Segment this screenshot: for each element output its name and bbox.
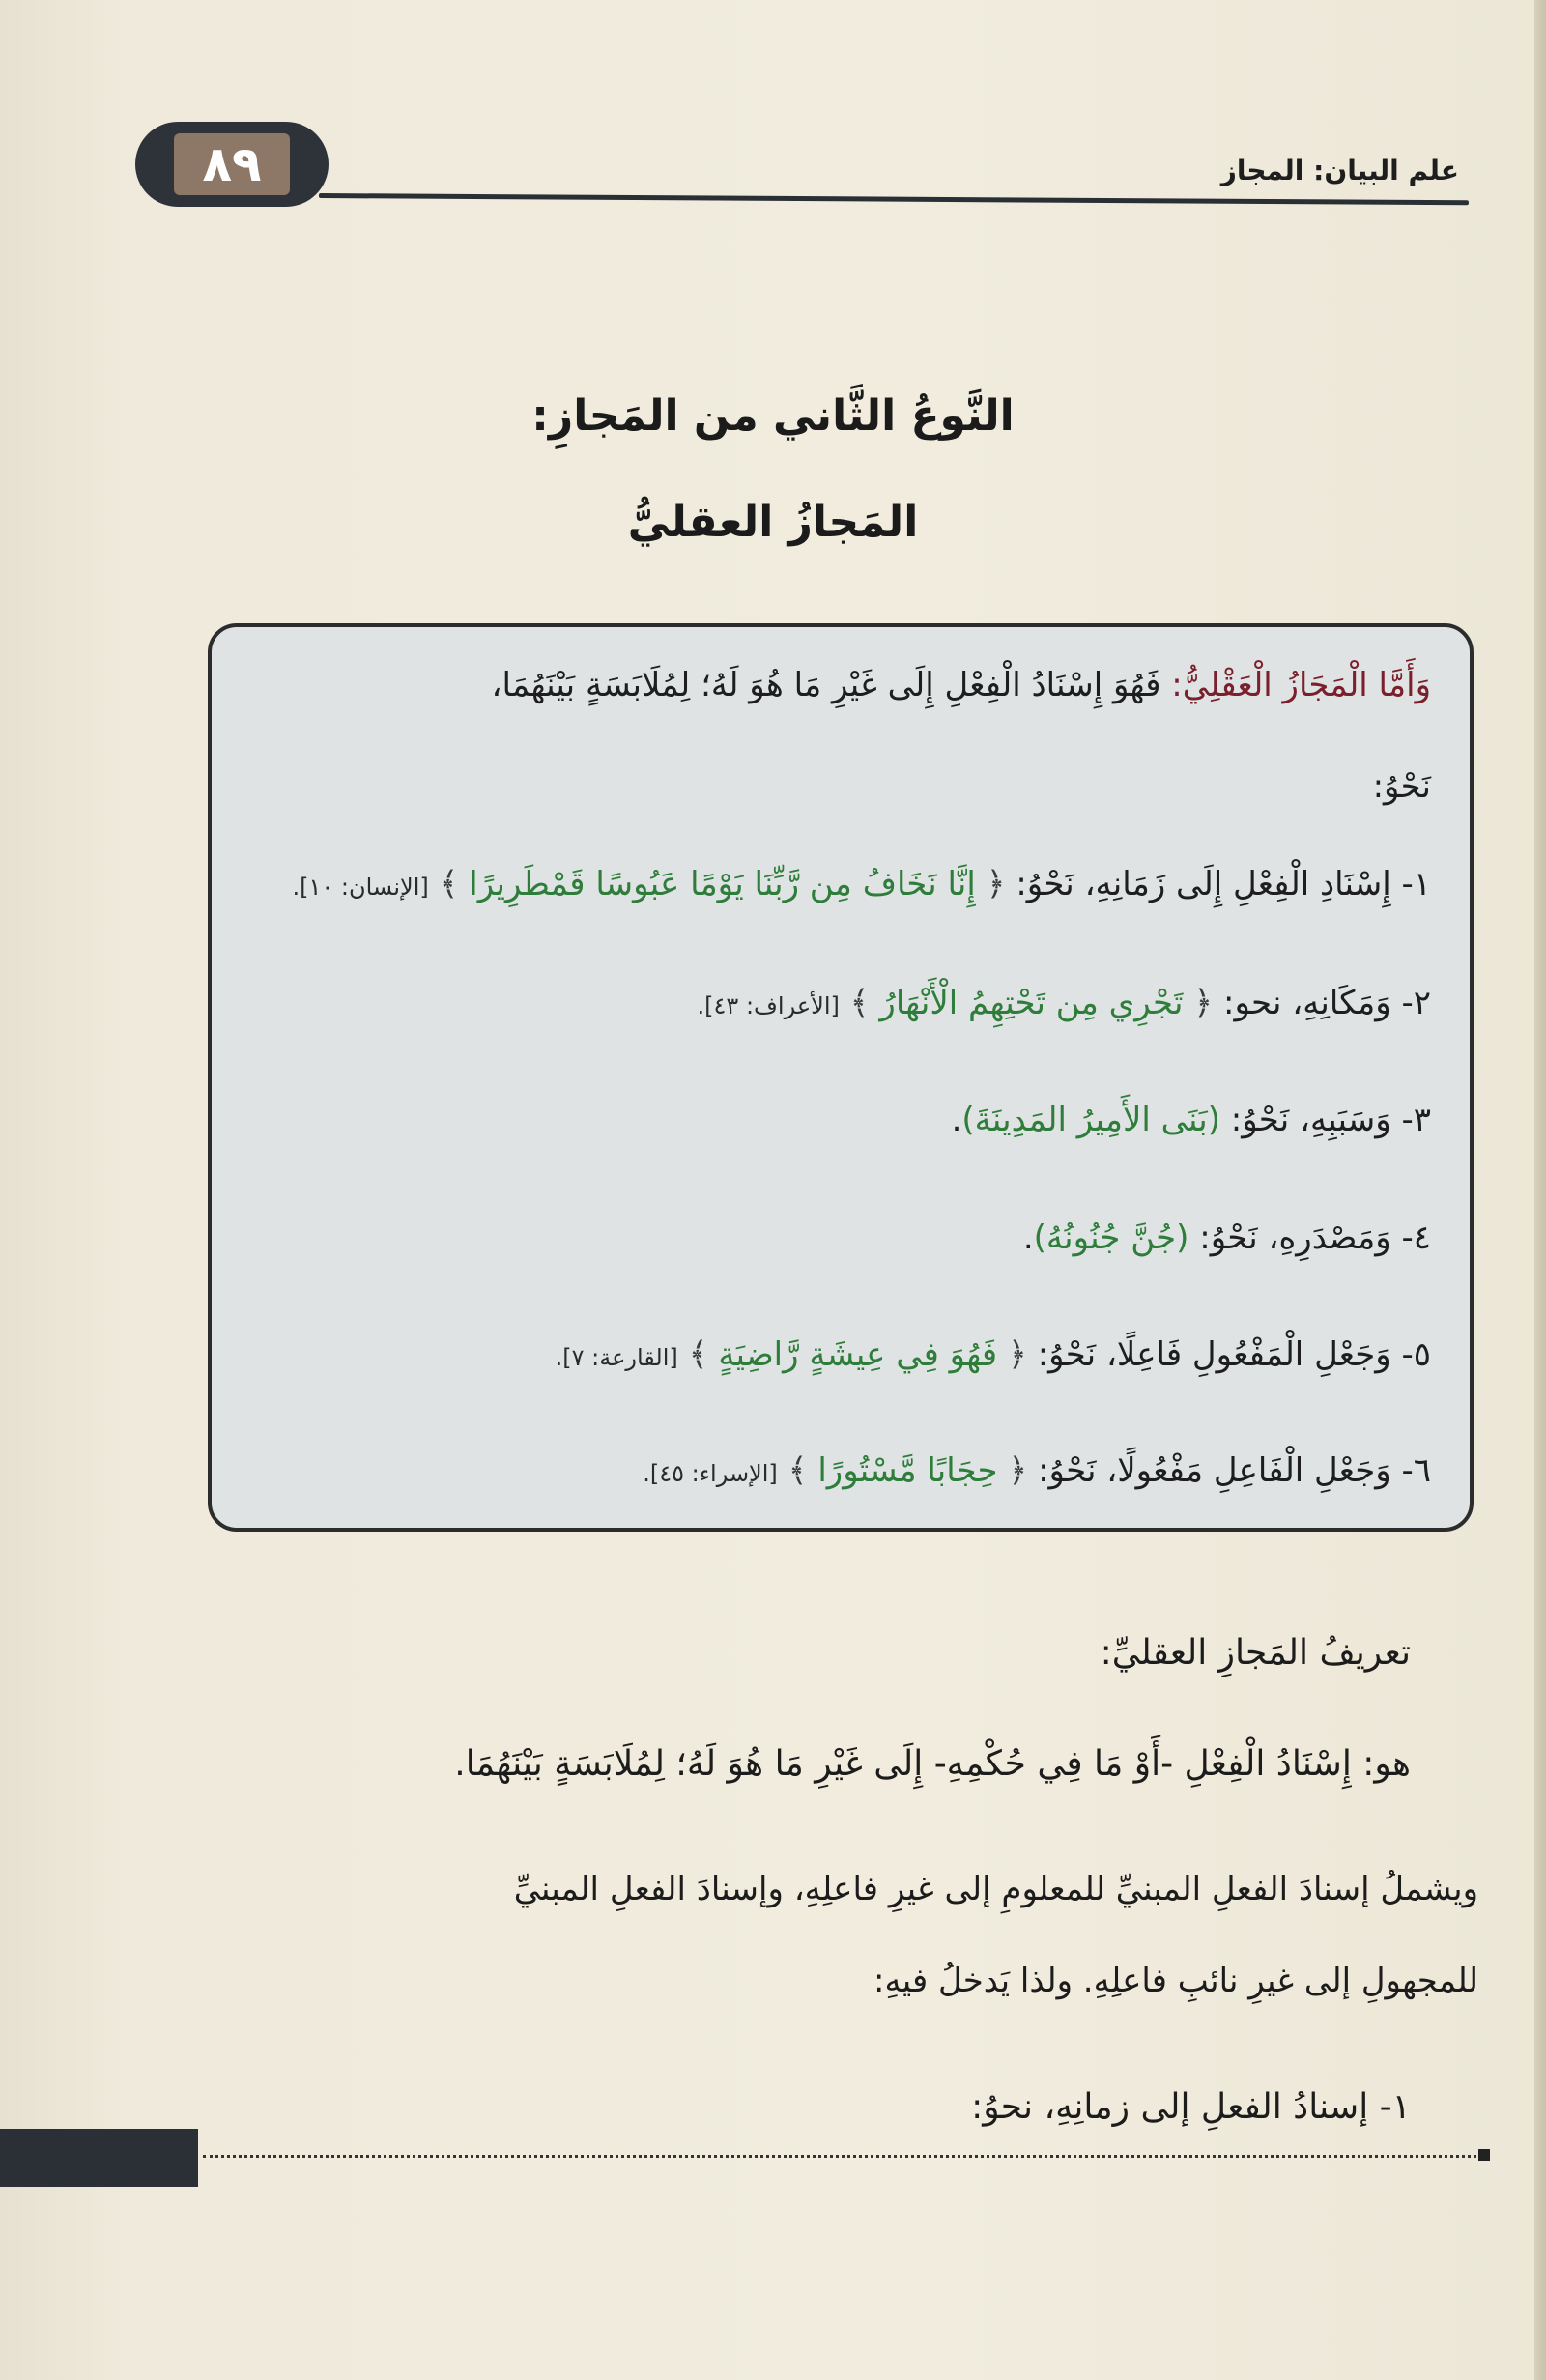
item-prefix: ٥- وَجَعْلِ الْمَفْعُولِ فَاعِلًا، نَحْوُ: [1037,1335,1431,1374]
body-definition: هو: إِسْنَادُ الْفِعْلِ -أَوْ مَا فِي حُكْمِهِ- إِلَى غَيْرِ مَا هُوَ لَهُ؛ لِمُلَابَسَةٍ بَيْنَهُمَا. [454,1744,1411,1784]
list-item [643,1450,1431,1490]
definition-intro-continued: نَحْوُ: [1372,767,1431,806]
item-prefix: ٤- وَمَصْدَرِهِ، نَحْوُ: [1199,1219,1431,1257]
quran-quote: تَجْرِي مِن تَحْتِهِمُ الْأَنْهَارُ [879,984,1184,1022]
page-number: ٨٩ [174,133,290,195]
ornate-bracket-icon: ﴿ [1193,984,1214,1022]
footer-bar [0,2129,198,2187]
item-prefix: ٢- وَمَكَانِهِ، نحو: [1222,984,1431,1022]
ornate-bracket-icon: ﴾ [849,984,870,1022]
ornate-bracket-icon: ﴿ [1007,1335,1027,1374]
definition-intro [492,666,1432,704]
section-subtitle: المَجازُ العقليُّ [627,498,919,547]
ornate-bracket-icon: ﴾ [688,1335,708,1374]
body-paragraph-line: ويشملُ إسنادَ الفعلِ المبنيِّ للمعلومِ إلى غيرِ فاعلِهِ، وإسنادَ الفعلِ المبنيِّ [513,1870,1478,1908]
citation: [الإنسان: ١٠]. [292,874,429,901]
list-item [698,983,1431,1022]
ornate-bracket-icon: ﴿ [986,865,1006,903]
list-item [1023,1219,1431,1257]
footer-square [1478,2149,1490,2161]
page-edge [1534,0,1546,2380]
page-number-badge [135,122,329,207]
footer-dotted-rule [203,2155,1488,2158]
definition-term: وَأَمَّا الْمَجَازُ الْعَقْلِيُّ: [1171,666,1431,704]
definition-text: فَهُوَ إِسْنَادُ الْفِعْلِ إِلَى غَيْرِ مَا هُوَ لَهُ؛ لِمُلَابَسَةٍ بَيْنَهُمَا، [491,666,1161,704]
body-paragraph-line: للمجهولِ إلى غيرِ نائبِ فاعلِهِ. ولذا يَدخلُ فيهِ: [873,1962,1478,2000]
quran-quote: حِجَابًا مَّسْتُورًا [817,1451,998,1490]
ornate-bracket-icon: ﴾ [787,1451,808,1490]
example-quote: (بَنَى الأَمِيرُ المَدِينَةَ) [961,1101,1220,1139]
ornate-bracket-icon: ﴿ [1008,1451,1028,1490]
list-item [292,864,1431,903]
item-prefix: ١- إِسْنَادِ الْفِعْلِ إِلَى زَمَانِهِ، نَحْوُ: [1016,865,1431,903]
section-title: النَّوعُ الثَّاني من المَجازِ: [531,391,1015,441]
body-list-item: ١- إسنادُ الفعلِ إلى زمانِهِ، نحوُ: [971,2087,1411,2127]
definition-box [208,623,1474,1532]
quran-quote: إِنَّا نَخَافُ مِن رَّبِّنَا يَوْمًا عَبُوسًا قَمْطَرِيرًا [469,865,976,903]
list-item [952,1101,1431,1139]
item-end: . [951,1101,962,1139]
example-quote: (جُنَّ جُنُونُهُ) [1033,1219,1189,1257]
item-end: . [1022,1219,1034,1257]
citation: [القارعة: ٧]. [555,1344,678,1371]
item-prefix: ٦- وَجَعْلِ الْفَاعِلِ مَفْعُولًا، نَحْوُ: [1038,1451,1431,1490]
item-prefix: ٣- وَسَبَبِهِ، نَحْوُ: [1230,1101,1431,1139]
ornate-bracket-icon: ﴾ [439,865,459,903]
citation: [الأعراف: ٤٣]. [697,992,840,1019]
quran-quote: فَهُوَ فِي عِيشَةٍ رَّاضِيَةٍ [718,1335,998,1374]
citation: [الإسراء: ٤٥]. [643,1460,778,1487]
running-title: علم البيان: المجاز [1220,155,1459,186]
body-heading: تعريفُ المَجازِ العقليِّ: [1100,1633,1411,1673]
list-item [556,1334,1431,1374]
